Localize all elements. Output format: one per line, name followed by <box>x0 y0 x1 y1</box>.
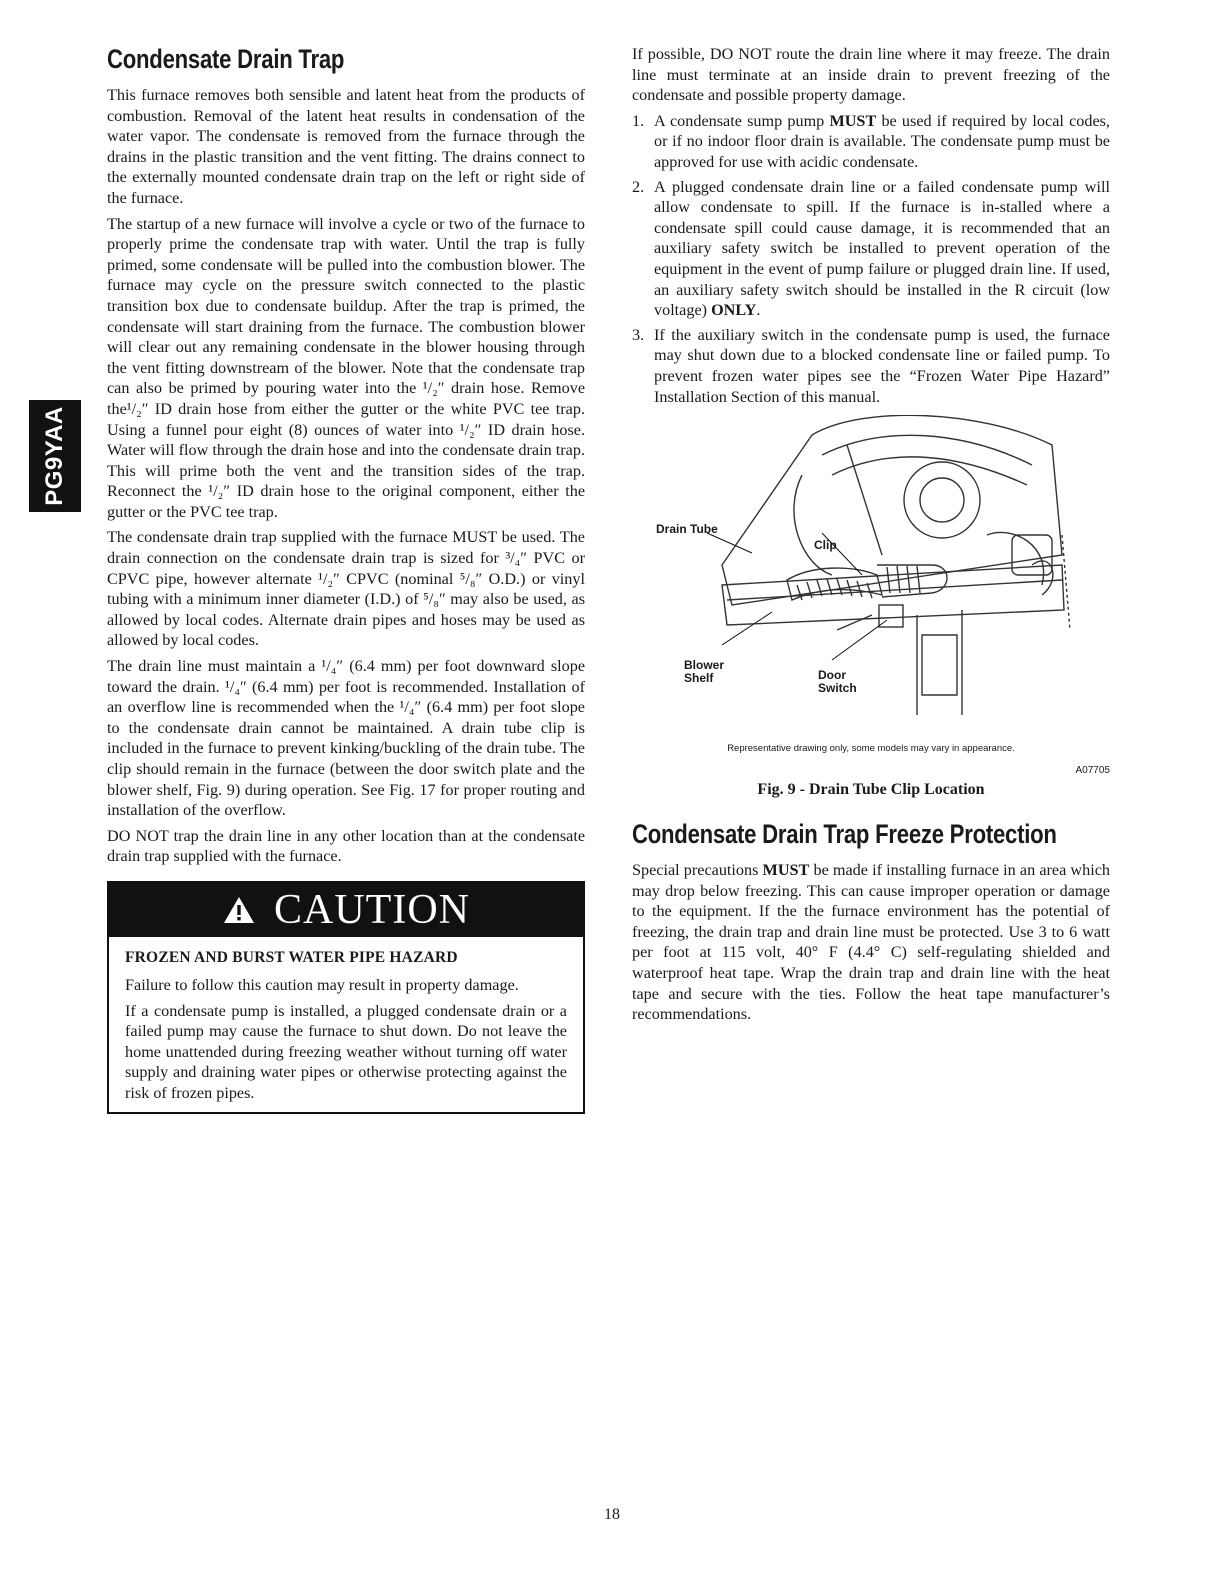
caution-box <box>107 881 585 1114</box>
page-number: 18 <box>604 1506 620 1523</box>
left-column <box>107 44 585 1114</box>
list-text: If the auxiliary switch in the condensate pump is used, the furnace may shut down due to a blocked condensate line or failed pump. To prevent frozen water pipes see the “Frozen Water Pipe Hazard” Installation Section of this manual. <box>654 325 1110 406</box>
paragraph: If possible, DO NOT route the drain line where it may freeze. The drain line must terminate at an inside drain to prevent freezing of the condensate and possible property damage. <box>632 45 1110 105</box>
caution-paragraph: If a condensate pump is installed, a plugged condensate drain or a failed pump may cause the furnace to shut down. Do not leave the home unattended during freezing weather without turning off water supply and draining water pipes or otherwise protecting against the risk of frozen pipes. <box>125 1001 567 1102</box>
list-emphasis: ONLY <box>711 301 757 320</box>
figure-drain-tube-clip <box>632 415 1110 799</box>
section-heading-condensate-drain-trap: Condensate Drain Trap <box>107 44 345 74</box>
numbered-list <box>632 111 1110 407</box>
label-blower-shelf: Blower Shelf <box>684 658 725 686</box>
list-text: A condensate sump pump <box>654 111 830 130</box>
paragraph <box>632 860 1110 1025</box>
right-column <box>632 44 1110 1030</box>
list-number: 1. <box>632 111 645 130</box>
caution-title: CAUTION <box>274 886 470 933</box>
model-side-tab <box>29 400 81 512</box>
paragraph: The condensate drain trap supplied with the furnace MUST be used. The drain connection on the condensate drain trap is sized for ³/₄″ PVC or CPVC pipe, however alternate ¹/₂″ CPVC (nominal ⁵/₈″ O.D.) or vinyl tubing with a minimum inner diameter (I.D.) of ⁵/₈″ may also be used, as allowed by local codes. Alternate drain pipes and hoses may be used as allowed by local codes. <box>107 528 585 650</box>
figure-note: Representative drawing only, some models may vary in appearance. <box>727 743 1015 755</box>
list-number: 3. <box>632 325 645 344</box>
freeze-text: be made if installing furnace in an area which may drop below freezing. This can cause improper operation or damage to the equipment. If the the furnace environment has the potential of freezing, the drain trap and drain line must be protected. Use 3 to 6 watt per foot at 115 volt, 40° F (4.4° C) self-regulating shielded and waterproof heat tape. Wrap the drain trap and drain line with the heat tape and secure with the ties. Follow the heat tape manufacturer’s recommendations. <box>632 861 1110 1024</box>
caution-hazard-title: FROZEN AND BURST WATER PIPE HAZARD <box>125 948 458 966</box>
model-side-tab-label: PG9YAA <box>41 406 68 506</box>
label-door-switch: Door Switch <box>818 668 857 696</box>
list-emphasis: MUST <box>829 111 877 130</box>
list-number: 2. <box>632 177 645 196</box>
list-item <box>632 111 1110 173</box>
list-item <box>632 177 1110 321</box>
paragraph: This furnace removes both sensible and latent heat from the products of combustion. Removal of the latent heat results in condensation of the water vapor. The condensate is removed from the furnace through the drains in the plastic transition and the vent fitting. The drains connect to the externally mounted condensate drain trap on the left or right side of the furnace. <box>107 86 585 207</box>
list-text: A plugged condensate drain line or a failed condensate pump will allow condensate to spill. If the furnace is in-stalled where a condensate spill could cause damage, it is recommended that an auxiliary safety switch be installed to prevent operation of the equipment in the event of pump failure or plugged drain line. If used, an auxiliary safety switch should be installed in the R circuit (low voltage) <box>654 177 1110 320</box>
freeze-emphasis: MUST <box>762 861 810 880</box>
paragraph: The startup of a new furnace will involve a cycle or two of the furnace to properly prime the condensate trap with water. Until the trap is fully primed, some condensate will be pulled into the combustion blower. The furnace may cycle on the pressure switch connected to the plastic transition box due to condensate buildup. After the trap is primed, the condensate will start draining from the furnace. The combustion blower will clear out any remaining condensate in the blower housing through the vent fitting downstream of the blower. Note that the condensate trap can also be primed by pouring water into the ¹/₂″ drain hose. Remove the¹/₂″ ID drain hose from either the gutter or the white PVC tee trap. Using a funnel pour eight (8) ounces of water into ¹/₂″ ID drain hose. Water will flow through the drain hose and into the condensate drain trap. This will prime both the vent and the transition sides of the trap. Reconnect the ¹/₂″ ID drain hose to the original component, either the gutter or the PVC tee trap. <box>107 214 585 521</box>
list-text: . <box>756 301 761 320</box>
warning-triangle-icon <box>222 895 256 925</box>
figure-caption: Fig. 9 - Drain Tube Clip Location <box>757 781 985 799</box>
figure-code: A07705 <box>1075 765 1110 777</box>
list-item <box>632 325 1110 407</box>
paragraph: DO NOT trap the drain line in any other location than at the condensate drain trap supplied with the furnace. <box>107 826 585 866</box>
caution-header <box>109 883 583 937</box>
list-text: be used if required by local codes, or if no indoor floor drain is available. The condensate pump must be approved for use with acidic condensate. <box>654 111 1110 171</box>
freeze-text: Special precautions <box>632 861 763 880</box>
label-clip: Clip <box>814 538 837 553</box>
section-heading-freeze-protection: Condensate Drain Trap Freeze Protection <box>632 819 1057 850</box>
caution-paragraph: Failure to follow this caution may result in property damage. <box>125 975 519 994</box>
paragraph: The drain line must maintain a ¹/₄″ (6.4 mm) per foot downward slope toward the drain. ¹/₄″ (6.4 mm) per foot is recommended. Installation of an overflow line is recommended when the ¹/₄″ (6.4 mm) per foot slope to the condensate drain cannot be maintained. A drain tube clip is included in the furnace to prevent kinking/buckling of the drain tube. The clip should remain in the furnace (between the door switch plate and the blower shelf, Fig. 9) during operation. See Fig. 17 for proper routing and installation of the overflow. <box>107 657 585 820</box>
label-drain-tube: Drain Tube <box>656 522 718 537</box>
